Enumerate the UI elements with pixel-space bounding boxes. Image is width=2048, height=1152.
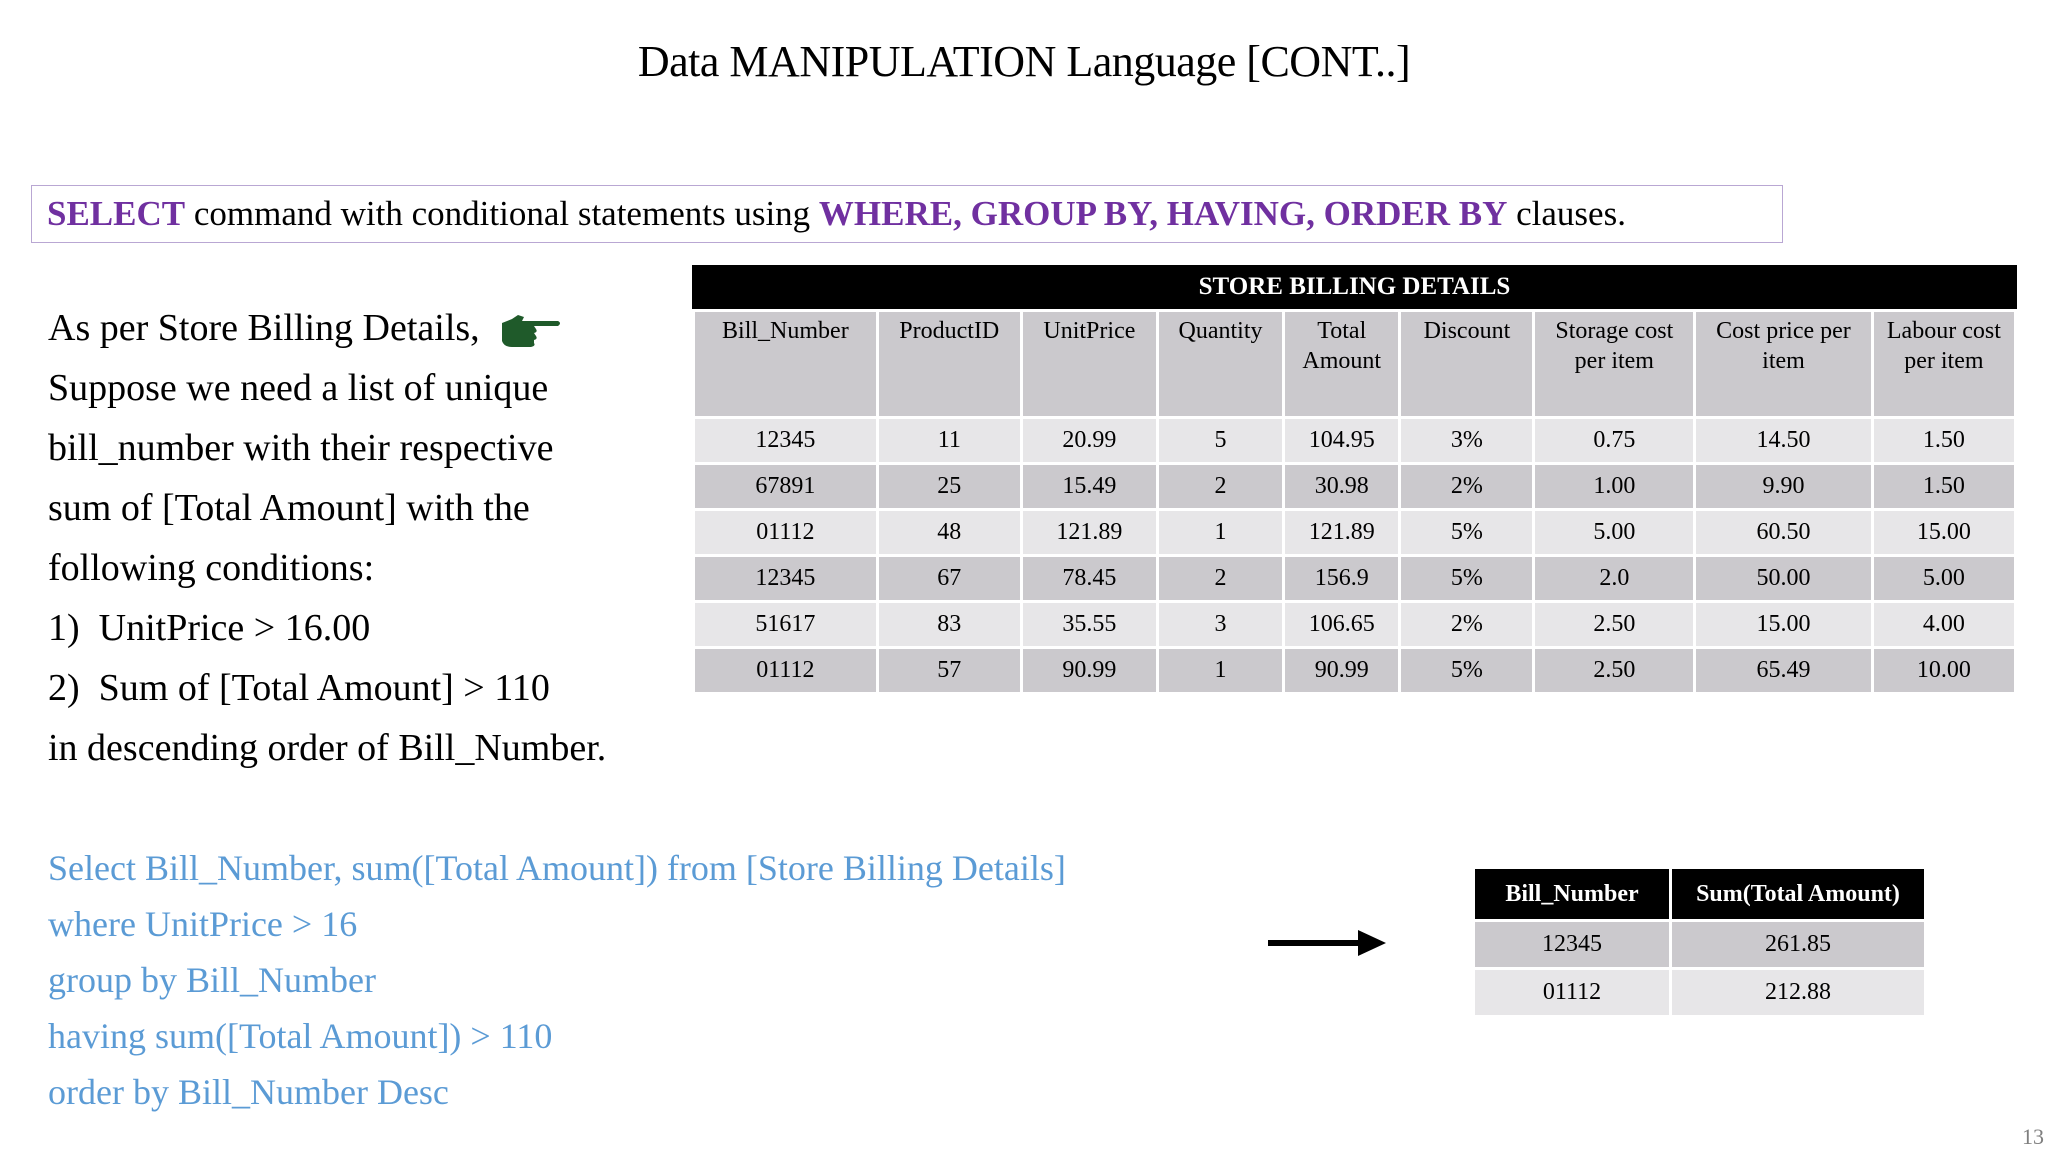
table-cell: 2% xyxy=(1401,603,1532,646)
table-cell: 0.75 xyxy=(1535,419,1693,462)
pointing-hand-icon xyxy=(498,309,564,353)
header-unit-price: UnitPrice xyxy=(1023,312,1156,416)
table-cell: 261.85 xyxy=(1672,922,1924,967)
table-cell: 57 xyxy=(879,649,1020,692)
result-table xyxy=(1472,866,1927,1018)
sql-line: where UnitPrice > 16 xyxy=(48,904,358,944)
table-cell: 65.49 xyxy=(1696,649,1871,692)
sql-line: having sum([Total Amount]) > 110 xyxy=(48,1016,553,1056)
table-row xyxy=(695,465,2014,508)
sql-line: Select Bill_Number, sum([Total Amount]) from [Store Billing Details] xyxy=(48,848,1066,888)
table-cell: 15.00 xyxy=(1874,511,2014,554)
question-line: Suppose we need a list of unique xyxy=(48,367,549,409)
table-cell: 2.50 xyxy=(1535,649,1693,692)
right-arrow-icon xyxy=(1268,928,1388,958)
table-cell: 60.50 xyxy=(1696,511,1871,554)
condition-1: 1) UnitPrice > 16.00 xyxy=(48,607,371,649)
slide-title: Data MANIPULATION Language [CONT..] xyxy=(637,37,1411,86)
header-product-id: ProductID xyxy=(879,312,1020,416)
table-cell: 90.99 xyxy=(1285,649,1398,692)
table-cell: 12345 xyxy=(695,557,876,600)
table-cell: 67891 xyxy=(695,465,876,508)
table-cell: 1.50 xyxy=(1874,419,2014,462)
header-cost-price: Cost price per item xyxy=(1696,312,1871,416)
table-cell: 67 xyxy=(879,557,1020,600)
table-cell: 35.55 xyxy=(1023,603,1156,646)
result-header-sum: Sum(Total Amount) xyxy=(1672,869,1924,919)
table-cell: 2 xyxy=(1159,557,1282,600)
header-quantity: Quantity xyxy=(1159,312,1282,416)
question-text xyxy=(48,298,668,778)
page-number: 13 xyxy=(2022,1124,2044,1149)
table-cell: 2 xyxy=(1159,465,1282,508)
table-cell: 5% xyxy=(1401,511,1532,554)
table-cell: 156.9 xyxy=(1285,557,1398,600)
select-keyword: SELECT xyxy=(47,194,186,233)
table-row xyxy=(695,511,2014,554)
table-cell: 30.98 xyxy=(1285,465,1398,508)
sql-query xyxy=(48,840,1066,1120)
table-cell: 11 xyxy=(879,419,1020,462)
table-cell: 5 xyxy=(1159,419,1282,462)
table-cell: 10.00 xyxy=(1874,649,2014,692)
question-line xyxy=(48,298,668,358)
table-cell: 01112 xyxy=(695,511,876,554)
headline-end-text: clauses. xyxy=(1507,194,1626,233)
header-total-amount: Total Amount xyxy=(1285,312,1398,416)
question-line: in descending order of Bill_Number. xyxy=(48,727,607,769)
billing-table-caption: STORE BILLING DETAILS xyxy=(692,265,2017,309)
table-cell: 5.00 xyxy=(1874,557,2014,600)
header-labour-cost: Labour cost per item xyxy=(1874,312,2014,416)
table-cell: 1.50 xyxy=(1874,465,2014,508)
table-cell: 51617 xyxy=(695,603,876,646)
billing-header-row xyxy=(695,312,2014,416)
question-line-text: As per Store Billing Details, xyxy=(48,307,480,349)
table-cell: 2.0 xyxy=(1535,557,1693,600)
headline-box xyxy=(31,185,1783,243)
table-cell: 12345 xyxy=(695,419,876,462)
table-row xyxy=(1475,922,1924,967)
clauses-keywords: WHERE, GROUP BY, HAVING, ORDER BY xyxy=(818,194,1508,233)
table-cell: 3 xyxy=(1159,603,1282,646)
table-row xyxy=(695,557,2014,600)
table-cell: 20.99 xyxy=(1023,419,1156,462)
headline-middle-text: command with conditional statements using xyxy=(185,194,819,233)
table-cell: 104.95 xyxy=(1285,419,1398,462)
result-header-bill-number: Bill_Number xyxy=(1475,869,1669,919)
question-line: bill_number with their respective xyxy=(48,427,554,469)
table-cell: 50.00 xyxy=(1696,557,1871,600)
question-line: following conditions: xyxy=(48,547,375,589)
table-cell: 9.90 xyxy=(1696,465,1871,508)
table-cell: 212.88 xyxy=(1672,970,1924,1015)
table-row xyxy=(695,419,2014,462)
table-cell: 121.89 xyxy=(1285,511,1398,554)
table-cell: 121.89 xyxy=(1023,511,1156,554)
table-cell: 15.00 xyxy=(1696,603,1871,646)
sql-line: group by Bill_Number xyxy=(48,960,376,1000)
table-cell: 25 xyxy=(879,465,1020,508)
table-cell: 2% xyxy=(1401,465,1532,508)
table-cell: 78.45 xyxy=(1023,557,1156,600)
table-cell: 5.00 xyxy=(1535,511,1693,554)
result-header-row xyxy=(1475,869,1924,919)
table-cell: 01112 xyxy=(695,649,876,692)
table-cell: 90.99 xyxy=(1023,649,1156,692)
table-cell: 01112 xyxy=(1475,970,1669,1015)
table-cell: 48 xyxy=(879,511,1020,554)
table-cell: 4.00 xyxy=(1874,603,2014,646)
table-cell: 14.50 xyxy=(1696,419,1871,462)
table-cell: 5% xyxy=(1401,649,1532,692)
table-cell: 2.50 xyxy=(1535,603,1693,646)
header-bill-number: Bill_Number xyxy=(695,312,876,416)
table-cell: 83 xyxy=(879,603,1020,646)
question-line: sum of [Total Amount] with the xyxy=(48,487,530,529)
header-storage-cost: Storage cost per item xyxy=(1535,312,1693,416)
table-row xyxy=(1475,970,1924,1015)
table-cell: 1 xyxy=(1159,649,1282,692)
header-discount: Discount xyxy=(1401,312,1532,416)
table-cell: 106.65 xyxy=(1285,603,1398,646)
table-cell: 1 xyxy=(1159,511,1282,554)
table-cell: 3% xyxy=(1401,419,1532,462)
table-cell: 12345 xyxy=(1475,922,1669,967)
table-cell: 5% xyxy=(1401,557,1532,600)
table-cell: 1.00 xyxy=(1535,465,1693,508)
table-row xyxy=(695,603,2014,646)
condition-2: 2) Sum of [Total Amount] > 110 xyxy=(48,667,550,709)
table-row xyxy=(695,649,2014,692)
sql-line: order by Bill_Number Desc xyxy=(48,1072,449,1112)
table-cell: 15.49 xyxy=(1023,465,1156,508)
store-billing-table xyxy=(692,265,2017,695)
